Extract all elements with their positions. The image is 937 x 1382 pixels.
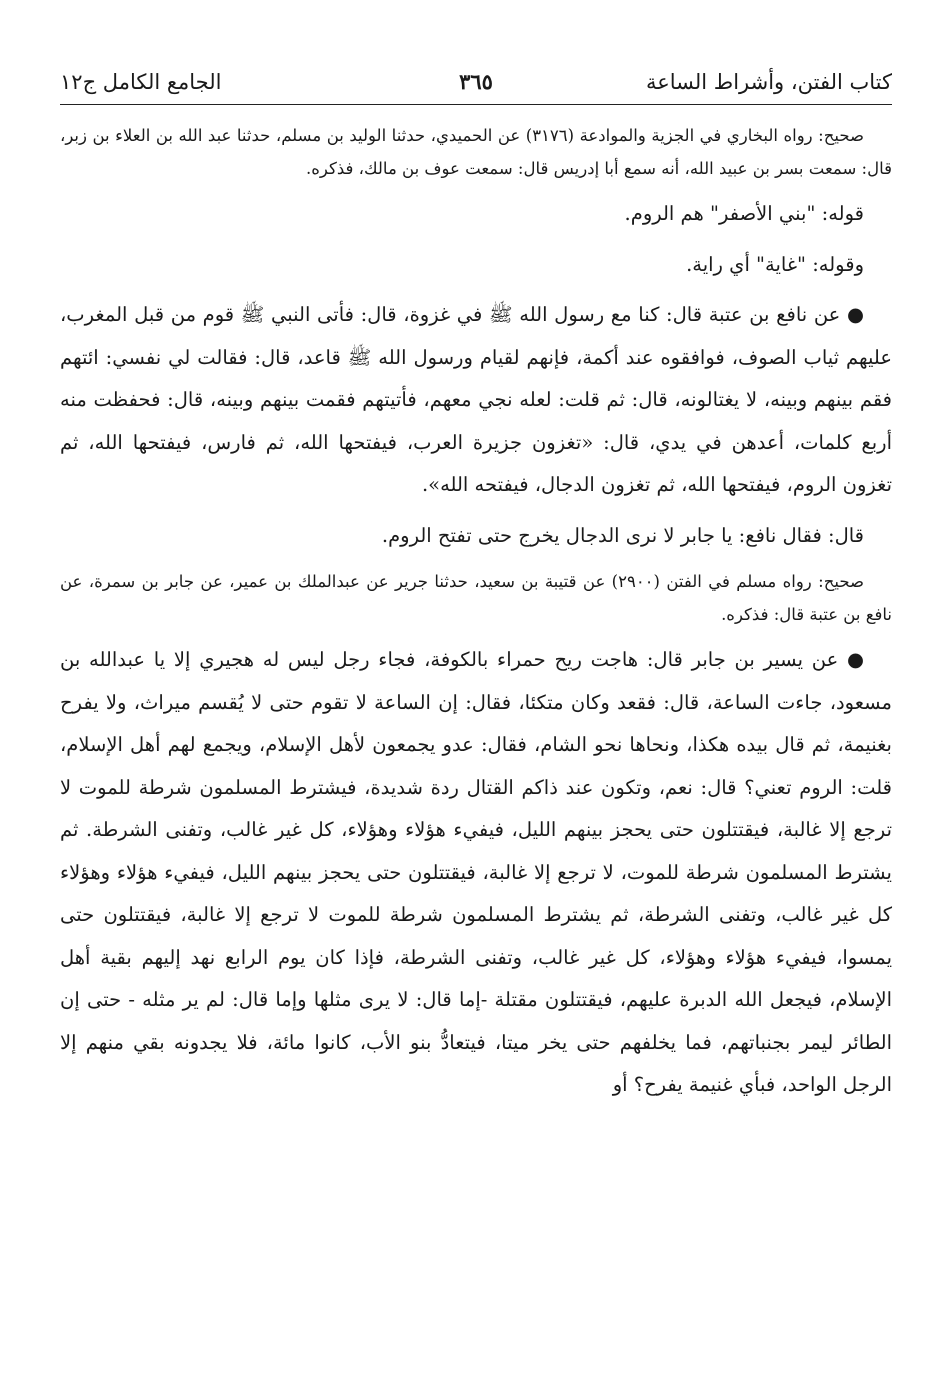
note-paragraph-1: قوله: "بني الأصفر" هم الروم. [624, 202, 864, 225]
hadith-paragraph-1-continuation: قال: فقال نافع: يا جابر لا نرى الدجال يخرج حتى تفتح الروم. [381, 523, 864, 547]
takhrij-paragraph-2: صحيح: رواه مسلم في الفتن (٢٩٠٠) عن قتيبة بن سعيد، حدثنا جرير عن عبدالملك بن عمير، عن جابر بن سمرة، عن نافع بن عتبة قال: فذكره. [60, 572, 892, 624]
book-title: الجامع الكامل ج١٢ [60, 70, 222, 94]
hadith-paragraph-2: ● عن يسير بن جابر قال: هاجت ريح حمراء بالكوفة، فجاء رجل ليس له هجيري إلا يا عبدالله بن مسعود، جاءت الساعة، قال: فقعد وكان متكئا، فقال: إن الساعة لا تقوم حتى لا يُقسم ميراث، ولا يفرح بغنيمة، ثم قال بيده هكذا، ونحاها نحو الشام، فقال: عدو يجمعون لأهل الإسلام، ويجمع لهم أهل الإسلام، قلت: الروم تعني؟ قال: نعم، وتكون عند ذاكم القتال ردة شديدة، فيشترط المسلمون شرطة للموت لا ترجع إلا غالبة، فيقتتلون حتى يحجز بينهم الليل، فيفيء هؤلاء وهؤلاء، كل غير غالب، وتفنى الشرطة. ثم يشترط المسلمون شرطة للموت، لا ترجع إلا غالبة، فيقتتلون حتى يحجز بينهم الليل، فيفيء هؤلاء وهؤلاء كل غير غالب، وتفنى الشرطة، ثم يشترط المسلمون شرطة للموت لا ترجع إلا غالبة، فيقتتلون حتى يمسوا، فيفيء هؤلاء وهؤلاء، كل غير غالب، وتفنى الشرطة، فإذا كان يوم الرابع نهد إليهم بقية أهل الإسلام، فيجعل الله الدبرة عليهم، فيقتتلون مقتلة -إما قال: لا يرى مثلها وإما قال: لم ير مثله - حتى إن الطائر ليمر بجنباتهم، فما يخلفهم حتى يخر ميتا، فيتعادُّ بنو الأب، كانوا مائة، فلا يجدونه بقي منهم إلا الرجل الواحد، فبأي غنيمة يفرح؟ أو [60, 648, 892, 1096]
page-number: ٣٦٥ [459, 69, 493, 94]
book-page [60, 60, 892, 1360]
takhrij-paragraph-1: صحيح: رواه البخاري في الجزية والموادعة (٣١٧٦) عن الحميدي، حدثنا الوليد بن مسلم، حدثنا عبد الله بن العلاء بن زبر، قال: سمعت بسر بن عبيد الله، أنه سمع أبا إدريس قال: سمعت عوف بن مالك، فذكره. [60, 126, 892, 178]
page-header [60, 60, 892, 105]
note-paragraph-2: وقوله: "غاية" أي راية. [686, 252, 864, 276]
hadith-paragraph-1: ● عن نافع بن عتبة قال: كنا مع رسول الله ﷺ في غزوة، قال: فأتى النبي ﷺ قوم من قبل المغرب، عليهم ثياب الصوف، فوافقوه عند أكمة، فإنهم لقيام ورسول الله ﷺ قاعد، قال: فقالت لي نفسي: ائتهم فقم بينهم وبينه، لا يغتالونه، قال: ثم قلت: لعله نجي معهم، فأتيتهم فقمت بينهم وبينه، قال: فحفظت منه أربع كلمات، أعدهن في يدي، قال: «تغزون جزيرة العرب، فيفتحها الله، ثم فارس، فيفتحها الله، ثم تغزون الروم، فيفتحها الله، ثم تغزون الدجال، فيفتحه الله». [60, 303, 892, 496]
page-body [60, 119, 892, 1107]
chapter-title: كتاب الفتن، وأشراط الساعة [645, 70, 892, 94]
